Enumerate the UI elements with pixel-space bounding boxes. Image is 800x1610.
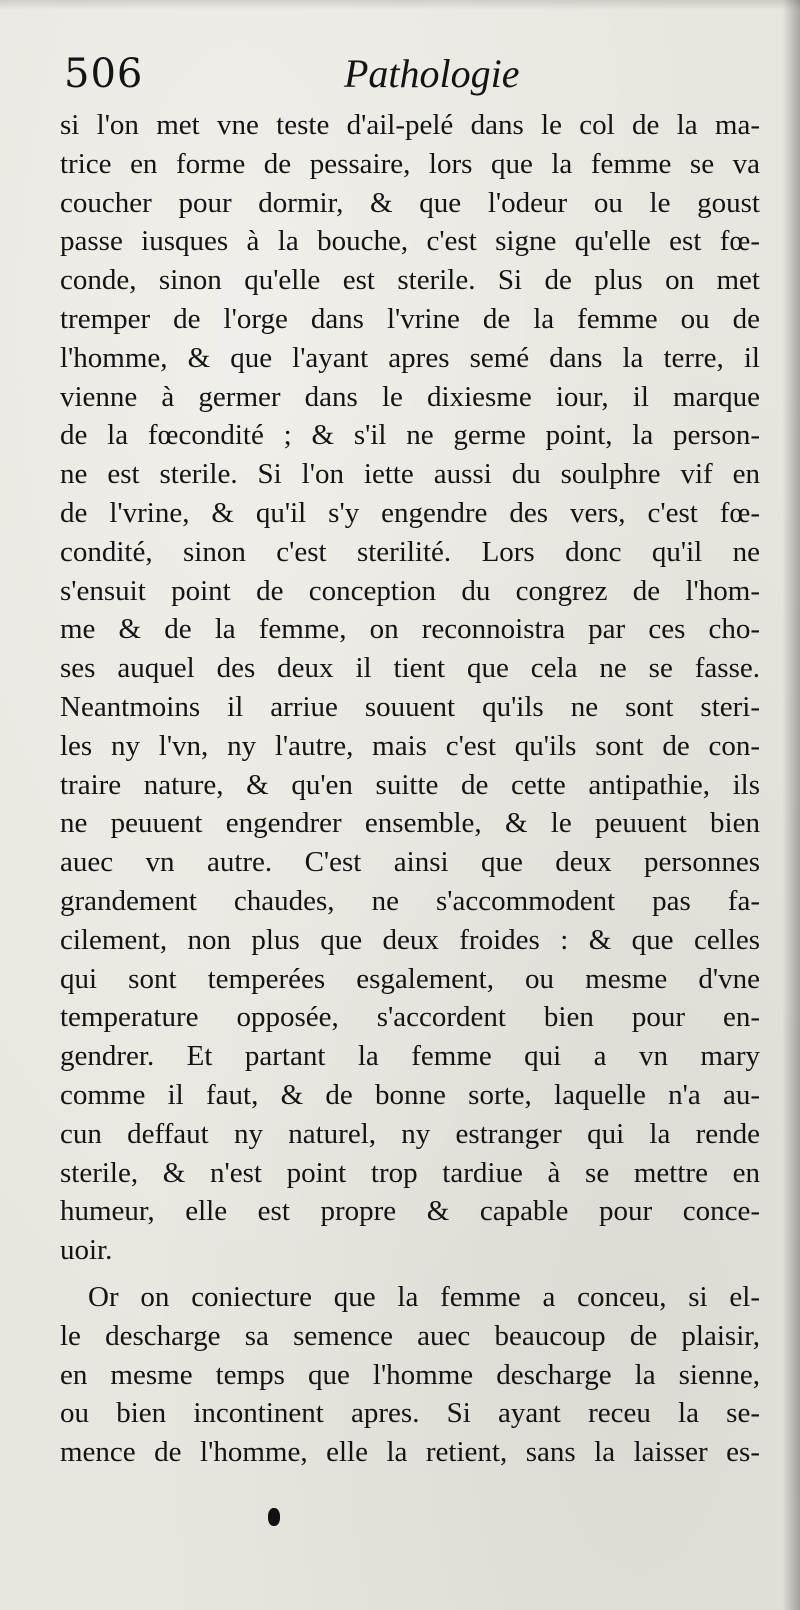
text-line: uoir. (60, 1234, 113, 1267)
paragraph-2 (60, 1278, 760, 1472)
text-line: ne est sterile. Si l'on iette aussi du soulphre vif en (60, 458, 760, 491)
paragraph-gap (60, 1270, 760, 1278)
text-line: si l'on met vne teste d'ail-pelé dans le col de la ma- (60, 109, 760, 141)
text-line: l'homme, & que l'ayant apres semé dans la terre, il (60, 341, 760, 374)
page-gutter-shadow (782, 0, 800, 1610)
text-line: me & de la femme, on reconnoistra par ces cho- (60, 613, 760, 646)
text-line: condité, sinon c'est sterilité. Lors donc qu'il ne (60, 535, 760, 568)
text-line: tremper de l'orge dans l'vrine de la femme ou de (60, 302, 760, 335)
text-line: conde, sinon qu'elle est sterile. Si de plus on met (60, 264, 760, 297)
text-line: en mesme temps que l'homme descharge la sienne, (60, 1358, 760, 1391)
text-line: qui sont temperées esgalement, ou mesme d'vne (60, 962, 760, 995)
text-line: cun deffaut ny naturel, ny estranger qui la rende (60, 1117, 760, 1150)
text-line: ne peuuent engendrer ensemble, & le peuuent bien (60, 807, 760, 840)
text-line: humeur, elle est propre & capable pour conce- (60, 1195, 760, 1228)
text-line: temperature opposée, s'accordent bien pour en- (60, 1001, 760, 1034)
text-line: vienne à germer dans le dixiesme iour, il marque (60, 380, 760, 413)
text-line: passe iusques à la bouche, c'est signe qu'elle est fœ- (60, 225, 760, 258)
text-line: mence de l'homme, elle la retient, sans la laisser es- (60, 1436, 760, 1469)
text-line: auec vn autre. C'est ainsi que deux personnes (60, 846, 760, 879)
text-line: comme il faut, & de bonne sorte, laquelle n'a au- (60, 1078, 760, 1111)
running-head: Pathologie (344, 51, 520, 96)
text-line: sterile, & n'est point trop tardiue à se mettre en (60, 1156, 760, 1189)
text-line: ses auquel des deux il tient que cela ne se fasse. (60, 652, 760, 685)
text-line: cilement, non plus que deux froides : & que celles (60, 923, 760, 956)
text-line: coucher pour dormir, & que l'odeur ou le goust (60, 186, 760, 219)
paragraph-1 (60, 106, 760, 1270)
page-number: 506 (64, 51, 144, 97)
text-line: s'ensuit point de conception du congrez de l'hom- (60, 574, 760, 607)
ink-blot (268, 1508, 280, 1526)
page-top-edge (0, 0, 800, 10)
text-line: grandement chaudes, ne s'accommodent pas fa- (60, 884, 760, 917)
text-line: gendrer. Et partant la femme qui a vn mary (60, 1040, 760, 1073)
text-line: traire nature, & qu'en suitte de cette antipathie, ils (60, 768, 760, 801)
text-line: de l'vrine, & qu'il s'y engendre des vers, c'est fœ- (60, 496, 760, 529)
text-line: Or on coniecture que la femme a conceu, si el- (88, 1280, 760, 1313)
text-line: de la fœcondité ; & s'il ne germe point, la person- (60, 419, 760, 452)
text-line: trice en forme de pessaire, lors que la femme se va (60, 147, 760, 180)
body-text (60, 106, 760, 1472)
text-line: Neantmoins il arriue souuent qu'ils ne sont steri- (60, 690, 760, 723)
text-line: le descharge sa semence auec beaucoup de plaisir, (60, 1319, 760, 1352)
text-line: les ny l'vn, ny l'autre, mais c'est qu'ils sont de con- (60, 729, 760, 762)
page-header (64, 48, 754, 104)
text-line: ou bien incontinent apres. Si ayant receu la se- (60, 1397, 760, 1430)
